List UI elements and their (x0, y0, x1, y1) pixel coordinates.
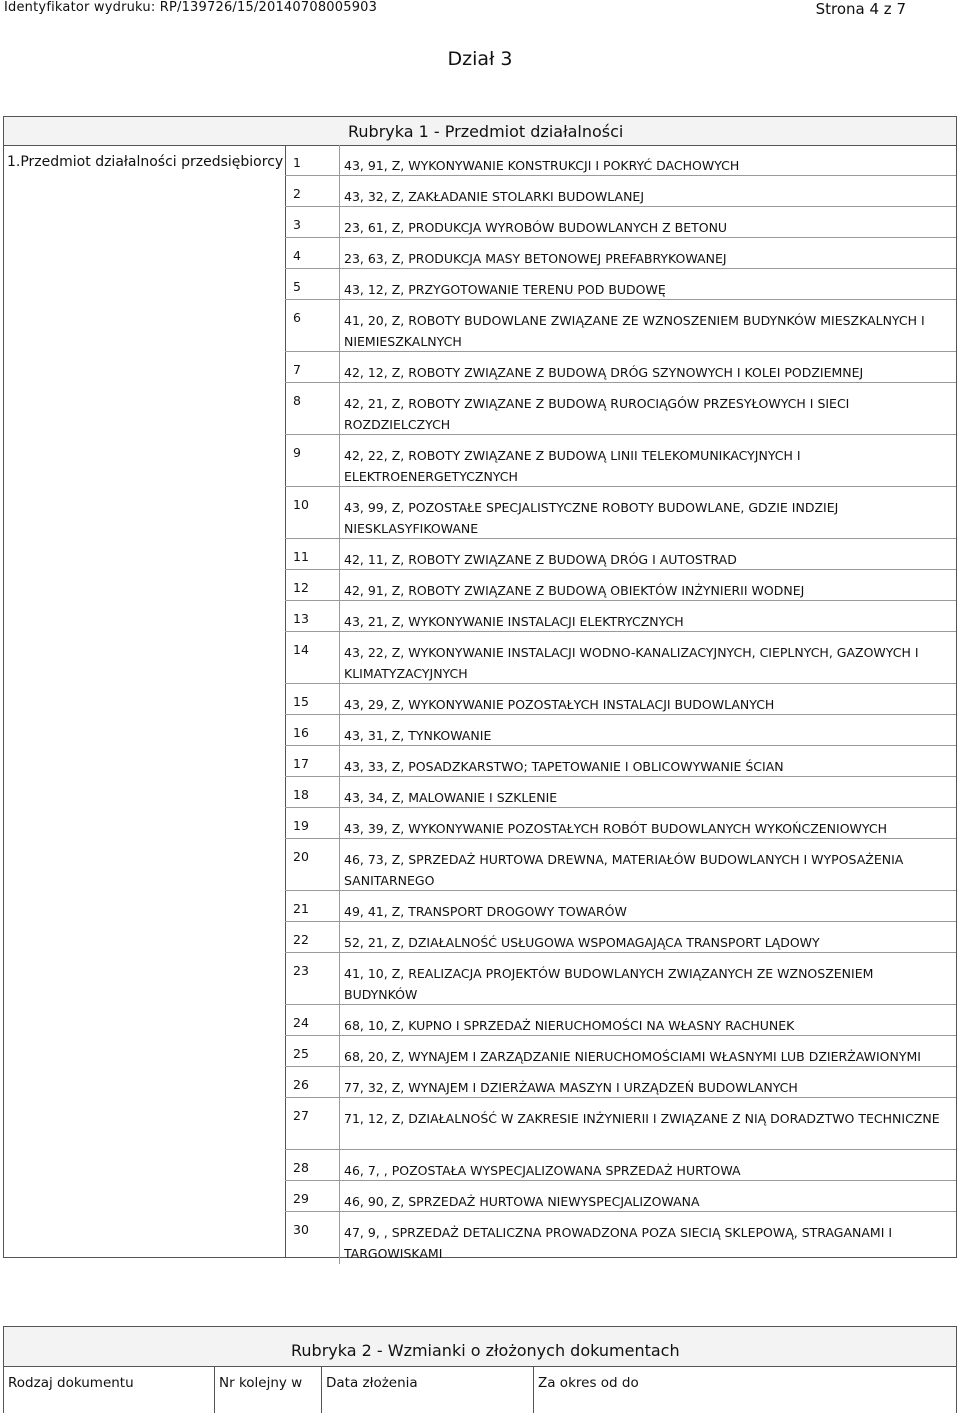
row-number-cell (285, 746, 340, 776)
row-number-cell (285, 300, 340, 351)
row-number-cell (285, 435, 340, 486)
table-row (285, 891, 956, 922)
table-row (285, 922, 956, 953)
table-row (285, 632, 956, 684)
row-number: 15 (293, 694, 309, 709)
activity-description: 42, 91, Z, ROBOTY ZWIĄZANE Z BUDOWĄ OBIEKTÓW INŻYNIERII WODNEJ (344, 583, 805, 598)
row-number-cell (285, 922, 340, 952)
table-row (285, 601, 956, 632)
row-number-cell (285, 808, 340, 838)
row-number-cell (285, 1005, 340, 1035)
row-number: 2 (293, 186, 301, 201)
row-number-cell (285, 176, 340, 206)
activity-description: 49, 41, Z, TRANSPORT DROGOWY TOWARÓW (344, 904, 627, 919)
activity-description: 43, 39, Z, WYKONYWANIE POZOSTAŁYCH ROBÓT BUDOWLANYCH WYKOŃCZENIOWYCH (344, 821, 887, 836)
table-row (285, 1098, 956, 1150)
row-number: 22 (293, 932, 309, 947)
table-row (285, 953, 956, 1005)
rubric-1-title: Rubryka 1 - Przedmiot działalności (348, 122, 624, 141)
row-number-cell (285, 238, 340, 268)
activity-description: 42, 21, Z, ROBOTY ZWIĄZANE Z BUDOWĄ RUROCIĄGÓW PRZESYŁOWYCH I SIECI ROZDZIELCZYCH (344, 396, 850, 432)
row-number: 20 (293, 849, 309, 864)
row-number: 26 (293, 1077, 309, 1092)
row-number-cell (285, 1067, 340, 1097)
row-number-cell (285, 207, 340, 237)
row-number-cell (285, 1181, 340, 1211)
row-number-cell (285, 383, 340, 434)
row-number: 29 (293, 1191, 309, 1206)
row-number: 5 (293, 279, 301, 294)
rubric-1-table (3, 116, 957, 1261)
activity-description: 43, 91, Z, WYKONYWANIE KONSTRUKCJI I POKRYĆ DACHOWYCH (344, 158, 740, 173)
activity-description: 43, 34, Z, MALOWANIE I SZKLENIE (344, 790, 558, 805)
activity-description: 47, 9, , SPRZEDAŻ DETALICZNA PROWADZONA POZA SIECIĄ SKLEPOWĄ, STRAGANAMI I TARGOWISKAMI (344, 1225, 893, 1261)
row-number-cell (285, 632, 340, 683)
activity-description: 23, 63, Z, PRODUKCJA MASY BETONOWEJ PREFABRYKOWANEJ (344, 251, 727, 266)
row-number: 11 (293, 549, 309, 564)
row-number: 1 (293, 155, 301, 170)
activity-description: 43, 33, Z, POSADZKARSTWO; TAPETOWANIE I OBLICOWYWANIE ŚCIAN (344, 759, 784, 774)
row-number: 10 (293, 497, 309, 512)
activity-description: 43, 32, Z, ZAKŁADANIE STOLARKI BUDOWLANEJ (344, 189, 645, 204)
row-number: 3 (293, 217, 301, 232)
row-number-cell (285, 1036, 340, 1066)
activity-description: 46, 73, Z, SPRZEDAŻ HURTOWA DREWNA, MATERIAŁÓW BUDOWLANYCH I WYPOSAŻENIA SANITARNEGO (344, 852, 904, 888)
table-row (285, 1067, 956, 1098)
activity-description: 43, 22, Z, WYKONYWANIE INSTALACJI WODNO-KANALIZACYJNYCH, CIEPLNYCH, GAZOWYCH I KLIMATYZACYJNYCH (344, 645, 919, 681)
column-header: Za okres od do (538, 1375, 639, 1391)
rubric-2-header (4, 1327, 956, 1367)
table-row (285, 238, 956, 269)
activity-description: 41, 20, Z, ROBOTY BUDOWLANE ZWIĄZANE ZE WZNOSZENIEM BUDYNKÓW MIESZKALNYCH I NIEMIESZKALNYCH (344, 313, 925, 349)
table-row (285, 1150, 956, 1181)
activity-rows (285, 145, 956, 1261)
activity-description: 43, 31, Z, TYNKOWANIE (344, 728, 492, 743)
activity-description: 43, 12, Z, PRZYGOTOWANIE TERENU POD BUDOWĘ (344, 282, 666, 297)
activity-description: 46, 90, Z, SPRZEDAŻ HURTOWA NIEWYSPECJALIZOWANA (344, 1194, 700, 1209)
column-header: Rodzaj dokumentu (8, 1375, 134, 1391)
row-number-cell (285, 715, 340, 745)
row-number-cell (285, 777, 340, 807)
row-number-cell (285, 684, 340, 714)
activity-description: 42, 22, Z, ROBOTY ZWIĄZANE Z BUDOWĄ LINII TELEKOMUNIKACYJNYCH I ELEKTROENERGETYCZNYCH (344, 448, 801, 484)
row-number: 14 (293, 642, 309, 657)
row-number: 9 (293, 445, 301, 460)
activity-description: 52, 21, Z, DZIAŁALNOŚĆ USŁUGOWA WSPOMAGAJĄCA TRANSPORT LĄDOWY (344, 935, 820, 950)
activity-description: 68, 10, Z, KUPNO I SPRZEDAŻ NIERUCHOMOŚCI NA WŁASNY RACHUNEK (344, 1018, 795, 1033)
table-row (285, 176, 956, 207)
table-row (285, 487, 956, 539)
row-number-cell (285, 953, 340, 1004)
row-number-cell (285, 145, 340, 175)
activity-description: 42, 11, Z, ROBOTY ZWIĄZANE Z BUDOWĄ DRÓG I AUTOSTRAD (344, 552, 737, 567)
activity-description: 77, 32, Z, WYNAJEM I DZIERŻAWA MASZYN I URZĄDZEŃ BUDOWLANYCH (344, 1080, 798, 1095)
table-row (285, 1036, 956, 1067)
table-row (285, 808, 956, 839)
activity-description: 42, 12, Z, ROBOTY ZWIĄZANE Z BUDOWĄ DRÓG SZYNOWYCH I KOLEI PODZIEMNEJ (344, 365, 864, 380)
activity-description: 46, 7, , POZOSTAŁA WYSPECJALIZOWANA SPRZEDAŻ HURTOWA (344, 1163, 741, 1178)
table-row (285, 539, 956, 570)
column-sequence-number (215, 1367, 322, 1413)
table-row (285, 715, 956, 746)
column-filing-date (322, 1367, 534, 1413)
row-number: 19 (293, 818, 309, 833)
table-row (285, 1212, 956, 1264)
row-number-cell (285, 352, 340, 382)
activity-description: 43, 21, Z, WYKONYWANIE INSTALACJI ELEKTRYCZNYCH (344, 614, 684, 629)
row-number-cell (285, 601, 340, 631)
rubric-2-table (3, 1326, 957, 1413)
column-period (534, 1367, 956, 1413)
activity-description: 68, 20, Z, WYNAJEM I ZARZĄDZANIE NIERUCHOMOŚCIAMI WŁASNYMI LUB DZIERŻAWIONYMI (344, 1049, 921, 1064)
field-label-cell (4, 145, 286, 1257)
row-number: 12 (293, 580, 309, 595)
row-number: 24 (293, 1015, 309, 1030)
table-row (285, 1181, 956, 1212)
table-row (285, 269, 956, 300)
row-number: 18 (293, 787, 309, 802)
row-number-cell (285, 891, 340, 921)
row-number: 17 (293, 756, 309, 771)
field-label: 1.Przedmiot działalności przedsiębiorcy (7, 154, 284, 170)
print-identifier: Identyfikator wydruku: RP/139726/15/20140708005903 (4, 0, 378, 15)
rubric-2-columns (4, 1367, 956, 1413)
row-number: 8 (293, 393, 301, 408)
table-row (285, 352, 956, 383)
row-number: 7 (293, 362, 301, 377)
table-row (285, 839, 956, 891)
page-number: Strona 4 z 7 (815, 0, 906, 18)
table-row (285, 383, 956, 435)
column-header: Data złożenia (326, 1375, 418, 1391)
row-number-cell (285, 1212, 340, 1264)
activity-description: 41, 10, Z, REALIZACJA PROJEKTÓW BUDOWLANYCH ZWIĄZANYCH ZE WZNOSZENIEM BUDYNKÓW (344, 966, 874, 1002)
row-number: 28 (293, 1160, 309, 1175)
table-row (285, 145, 956, 176)
row-number: 25 (293, 1046, 309, 1061)
row-number-cell (285, 539, 340, 569)
row-number-cell (285, 487, 340, 538)
table-row (285, 684, 956, 715)
activity-description: 23, 61, Z, PRODUKCJA WYROBÓW BUDOWLANYCH Z BETONU (344, 220, 728, 235)
row-number: 16 (293, 725, 309, 740)
activity-description: 71, 12, Z, DZIAŁALNOŚĆ W ZAKRESIE INŻYNIERII I ZWIĄZANE Z NIĄ DORADZTWO TECHNICZNE (344, 1111, 940, 1126)
table-row (285, 300, 956, 352)
activity-description: 43, 29, Z, WYKONYWANIE POZOSTAŁYCH INSTALACJI BUDOWLANYCH (344, 697, 775, 712)
row-number-cell (285, 570, 340, 600)
row-number-cell (285, 839, 340, 890)
table-row (285, 435, 956, 487)
row-number: 21 (293, 901, 309, 916)
row-number-cell (285, 269, 340, 299)
row-number: 23 (293, 963, 309, 978)
table-row (285, 570, 956, 601)
rubric-2-title: Rubryka 2 - Wzmianki o złożonych dokumentach (291, 1341, 680, 1360)
row-number-cell (285, 1098, 340, 1149)
row-number: 27 (293, 1108, 309, 1123)
row-number: 30 (293, 1222, 309, 1237)
table-row (285, 1005, 956, 1036)
row-number: 13 (293, 611, 309, 626)
print-header (0, 0, 960, 18)
row-number: 6 (293, 310, 301, 325)
column-document-type (4, 1367, 215, 1413)
table-row (285, 746, 956, 777)
table-row (285, 777, 956, 808)
activity-description: 43, 99, Z, POZOSTAŁE SPECJALISTYCZNE ROBOTY BUDOWLANE, GDZIE INDZIEJ NIESKLASYFIKOWANE (344, 500, 839, 536)
column-header: Nr kolejny w (219, 1375, 303, 1391)
section-title: Dział 3 (447, 48, 513, 70)
row-number: 4 (293, 248, 301, 263)
table-row (285, 207, 956, 238)
rubric-1-header (4, 117, 956, 146)
row-number-cell (285, 1150, 340, 1180)
